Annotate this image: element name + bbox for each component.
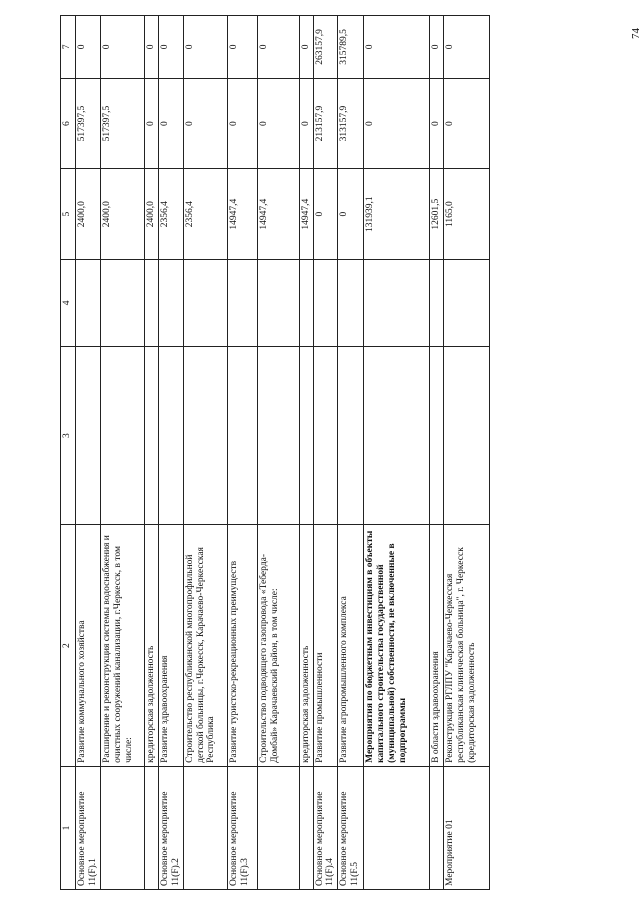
header-col-1: 1 — [61, 766, 76, 889]
table-body — [76, 16, 490, 890]
cell-c3 — [444, 346, 490, 525]
cell-c5: 14947,4 — [299, 169, 313, 260]
cell-c1: Мероприятие 01 — [444, 766, 490, 889]
cell-c7: 0 — [100, 16, 144, 79]
cell-c2: Развитие промышленности — [313, 525, 338, 766]
cell-c7: 0 — [364, 16, 430, 79]
cell-c6: 517397,5 — [76, 78, 101, 169]
cell-c3 — [76, 346, 101, 525]
cell-c1 — [144, 766, 158, 889]
cell-c5: 2400,0 — [144, 169, 158, 260]
cell-c3 — [338, 346, 364, 525]
cell-c6: 0 — [444, 78, 490, 169]
cell-c3 — [227, 346, 257, 525]
table-row — [100, 16, 144, 890]
cell-c4 — [299, 259, 313, 346]
cell-c6: 517397,5 — [100, 78, 144, 169]
cell-c7: 0 — [158, 16, 183, 79]
cell-c3 — [313, 346, 338, 525]
cell-c2: Развитие здравоохранения — [158, 525, 183, 766]
cell-c6: 0 — [158, 78, 183, 169]
cell-c1 — [100, 766, 144, 889]
cell-c4 — [76, 259, 101, 346]
rotated-page — [60, 15, 590, 890]
cell-c2: кредиторская задолженность — [299, 525, 313, 766]
cell-c1 — [257, 766, 299, 889]
header-col-6: 6 — [61, 78, 76, 169]
header-row — [61, 16, 76, 890]
cell-c4 — [257, 259, 299, 346]
cell-c2: Строительство подводящего газопровода «Теберда-Домбай» Карачаевский район, в том числе: — [257, 525, 299, 766]
cell-c5: 0 — [313, 169, 338, 260]
cell-c4 — [158, 259, 183, 346]
cell-c3 — [299, 346, 313, 525]
cell-c3 — [100, 346, 144, 525]
cell-c5: 2400,0 — [76, 169, 101, 260]
cell-c7: 0 — [76, 16, 101, 79]
cell-c3 — [257, 346, 299, 525]
cell-c4 — [430, 259, 444, 346]
cell-c7: 263157,9 — [313, 16, 338, 79]
cell-c1: Основное мероприятие 11(F).2 — [158, 766, 183, 889]
budget-table — [60, 15, 490, 890]
cell-c2: Развитие коммунального хозяйства — [76, 525, 101, 766]
cell-c1 — [183, 766, 227, 889]
cell-c4 — [144, 259, 158, 346]
cell-c3 — [183, 346, 227, 525]
table-row — [444, 16, 490, 890]
cell-c3 — [364, 346, 430, 525]
cell-c2: Развитие туристско-рекреационных преимуществ — [227, 525, 257, 766]
cell-c1: Основное мероприятие 11(F).1 — [76, 766, 101, 889]
cell-c7: 0 — [144, 16, 158, 79]
cell-c1 — [364, 766, 430, 889]
cell-c6: 213157,9 — [313, 78, 338, 169]
cell-c7: 315789,5 — [338, 16, 364, 79]
cell-c5: 131939,1 — [364, 169, 430, 260]
cell-c4 — [338, 259, 364, 346]
cell-c5: 0 — [338, 169, 364, 260]
cell-c7: 0 — [183, 16, 227, 79]
cell-c4 — [227, 259, 257, 346]
table-row — [338, 16, 364, 890]
cell-c4 — [183, 259, 227, 346]
table-row — [227, 16, 257, 890]
cell-c6: 0 — [430, 78, 444, 169]
table-row — [313, 16, 338, 890]
cell-c5: 1165,0 — [444, 169, 490, 260]
cell-c3 — [158, 346, 183, 525]
table-row — [76, 16, 101, 890]
table-row — [364, 16, 430, 890]
cell-c7: 0 — [257, 16, 299, 79]
header-col-4: 4 — [61, 259, 76, 346]
cell-c1: Основное мероприятие 11(F).3 — [227, 766, 257, 889]
cell-c5: 2356,4 — [183, 169, 227, 260]
table-row — [430, 16, 444, 890]
cell-c5: 14947,4 — [257, 169, 299, 260]
cell-c2: Расширение и реконструкция системы водоснабжения и очистных сооружений канализации, г.Черкесск, в том числе: — [100, 525, 144, 766]
cell-c5: 14947,4 — [227, 169, 257, 260]
cell-c7: 0 — [430, 16, 444, 79]
cell-c7: 0 — [444, 16, 490, 79]
cell-c2: Мероприятия по бюджетным инвестициям в объекты капитального строительства государственной (муниципальной) собственности, не включенные в подпрограммы — [364, 525, 430, 766]
cell-c6: 0 — [144, 78, 158, 169]
cell-c2: В области здравоохранения — [430, 525, 444, 766]
cell-c4 — [444, 259, 490, 346]
cell-c4 — [313, 259, 338, 346]
cell-c2: кредиторская задолженность — [144, 525, 158, 766]
cell-c6: 0 — [299, 78, 313, 169]
cell-c3 — [430, 346, 444, 525]
cell-c5: 2356,4 — [158, 169, 183, 260]
header-col-7: 7 — [61, 16, 76, 79]
cell-c6: 0 — [257, 78, 299, 169]
table-row — [183, 16, 227, 890]
header-col-5: 5 — [61, 169, 76, 260]
cell-c5: 12601,5 — [430, 169, 444, 260]
cell-c1: Основное мероприятие 11(F.5 — [338, 766, 364, 889]
cell-c5: 2400,0 — [100, 169, 144, 260]
cell-c6: 0 — [364, 78, 430, 169]
table-row — [299, 16, 313, 890]
cell-c1 — [299, 766, 313, 889]
cell-c7: 0 — [299, 16, 313, 79]
cell-c3 — [144, 346, 158, 525]
page-number: 74 — [630, 28, 642, 39]
table-row — [158, 16, 183, 890]
cell-c1 — [430, 766, 444, 889]
cell-c1: Основное мероприятие 11(F).4 — [313, 766, 338, 889]
cell-c4 — [364, 259, 430, 346]
cell-c6: 0 — [183, 78, 227, 169]
cell-c2: Реконструкция РГЛПУ "Карачаево-Черкесская республиканская клиническая больница", г. Черкесск (кредиторская задолженность — [444, 525, 490, 766]
table-row — [144, 16, 158, 890]
cell-c6: 313157,9 — [338, 78, 364, 169]
cell-c2: Строительство республиканской многопрофильной детской больницы, г.Черкесск, Карачаево-Черкесская Республика — [183, 525, 227, 766]
cell-c7: 0 — [227, 16, 257, 79]
header-col-2: 2 — [61, 525, 76, 766]
table-row — [257, 16, 299, 890]
cell-c6: 0 — [227, 78, 257, 169]
cell-c2: Развитие агропромышленного комплекса — [338, 525, 364, 766]
header-col-3: 3 — [61, 346, 76, 525]
cell-c4 — [100, 259, 144, 346]
